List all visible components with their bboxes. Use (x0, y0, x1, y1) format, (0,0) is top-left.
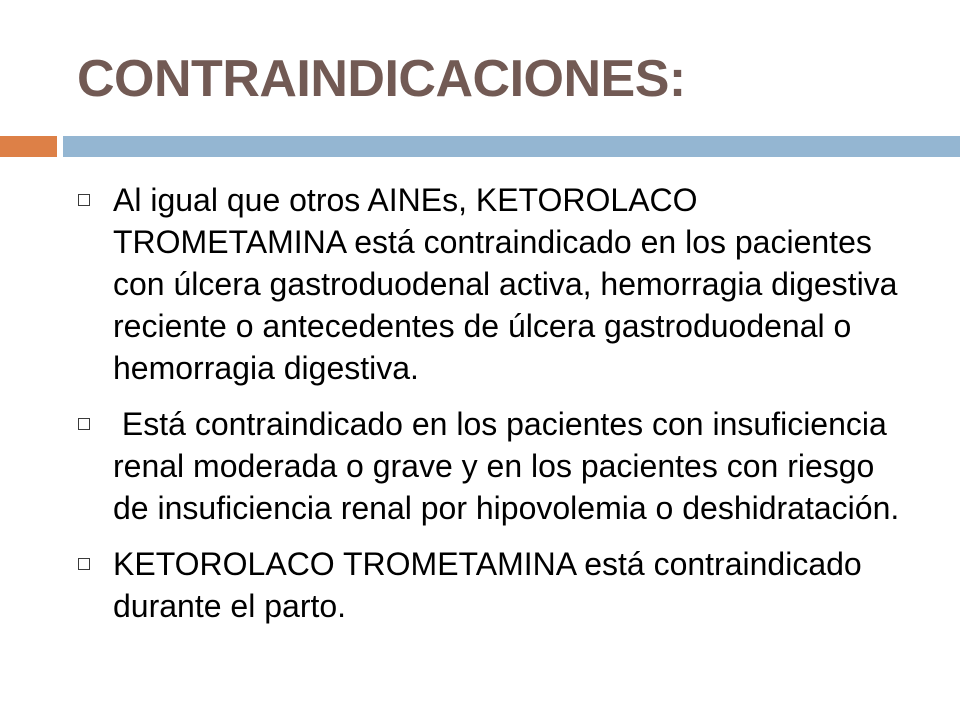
bullet-text-line: TROMETAMINA está contraindicado en los pacientes (113, 224, 872, 260)
accent-bar-orange (0, 136, 57, 157)
accent-bar-blue (63, 136, 960, 157)
hollow-square-bullet-icon (78, 194, 90, 206)
hollow-square-bullet-icon (78, 558, 90, 570)
bullet-text-line: renal moderada o grave y en los pacientes con riesgo (113, 448, 875, 484)
bullet-text-line: con úlcera gastroduodenal activa, hemorragia digestiva (113, 266, 898, 302)
bullet-text-line: KETOROLACO TROMETAMINA está contraindicado (113, 546, 862, 582)
bullet-item (113, 179, 943, 389)
bullet-text-line: durante el parto. (113, 588, 347, 624)
bullet-text-line: de insuficiencia renal por hipovolemia o deshidratación. (113, 490, 900, 526)
slide-title: CONTRAINDICACIONES: (77, 50, 686, 108)
bullet-list (113, 179, 943, 627)
bullet-text-line: reciente o antecedentes de úlcera gastroduodenal o (113, 308, 852, 344)
bullet-text-line: hemorragia digestiva. (113, 350, 419, 386)
bullet-text-line: Está contraindicado en los pacientes con insuficiencia (113, 406, 887, 442)
bullet-text-line: Al igual que otros AINEs, KETOROLACO (113, 182, 698, 218)
bullet-item (113, 543, 943, 627)
hollow-square-bullet-icon (78, 418, 90, 430)
bullet-item (113, 403, 943, 529)
